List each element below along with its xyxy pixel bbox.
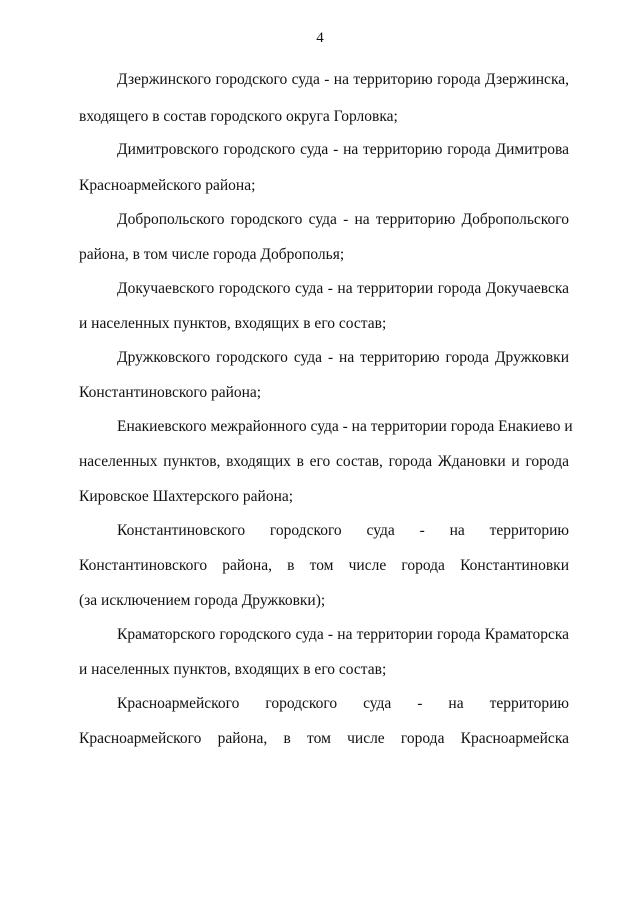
text-line: Дзержинского городского суда - на территорию города Дзержинска,: [117, 71, 569, 88]
text-line: входящего в состав городского округа Горловка;: [79, 108, 398, 125]
text-line: Красноармейского района;: [79, 177, 256, 194]
text-line: и населенных пунктов, входящих в его состав;: [79, 661, 387, 678]
text-line: Константиновского района;: [79, 384, 262, 401]
text-line: населенных пунктов, входящих в его состав, города Ждановки и города: [79, 453, 569, 470]
text-line: Докучаевского городского суда - на территории города Докучаевска: [117, 280, 569, 297]
text-line: Краматорского городского суда - на территории города Краматорска: [117, 626, 569, 643]
text-line: Красноармейского района, в том числе города Красноармейска: [79, 730, 569, 747]
text-line: Красноармейского городского суда - на территорию: [117, 695, 569, 712]
page-number: 4: [316, 30, 324, 46]
text-line: района, в том числе города Доброполья;: [79, 246, 345, 263]
text-line: Дружковского городского суда - на территорию города Дружковки: [117, 349, 569, 366]
text-line: Енакиевского межрайонного суда - на территории города Енакиево и: [117, 418, 573, 435]
text-line: Кировское Шахтерского района;: [79, 488, 294, 505]
text-line: Константиновского района, в том числе города Константиновки: [79, 557, 569, 574]
text-line: Константиновского городского суда - на территорию: [117, 522, 569, 539]
text-line: Добропольского городского суда - на территорию Добропольского: [117, 211, 569, 228]
text-line: Димитровского городского суда - на территорию города Димитрова: [117, 141, 569, 158]
text-line: (за исключением города Дружковки);: [79, 592, 326, 609]
text-line: и населенных пунктов, входящих в его состав;: [79, 315, 387, 332]
